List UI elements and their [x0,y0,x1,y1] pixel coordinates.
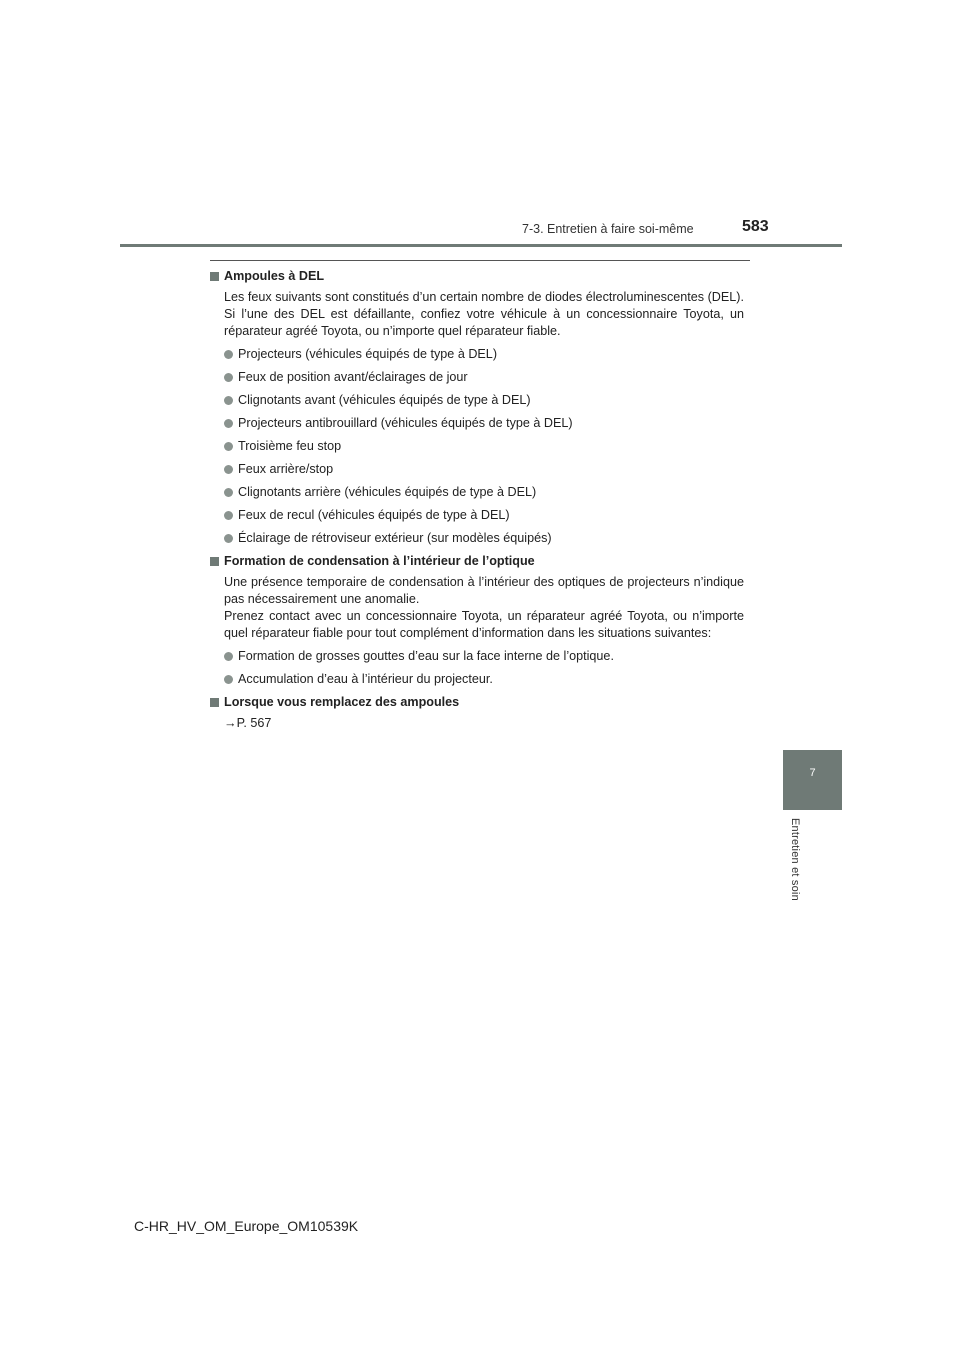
list-item: Éclairage de rétroviseur extérieur (sur modèles équipés) [224,530,744,547]
square-bullet-icon [210,272,219,281]
paragraph: Les feux suivants sont constitués d’un certain nombre de diodes électroluminescentes (DEL). Si l’une des DEL est défaillante, confiez votre véhicule à un concessionnaire Toyota, un réparateur agréé Toyota, ou n’importe quel réparateur fiable. [224,290,744,338]
list-item: Feux de position avant/éclairages de jour [224,369,744,386]
chapter-label: Entretien et soin [789,818,801,901]
section-heading: Ampoules à DEL [210,268,744,285]
list-item: Projecteurs (véhicules équipés de type à DEL) [224,346,744,363]
page-number: 583 [742,218,769,235]
list-item: Feux arrière/stop [224,461,744,478]
list-item: Accumulation d’eau à l’intérieur du projecteur. [224,671,744,688]
list-item: Clignotants arrière (véhicules équipés de type à DEL) [224,484,744,501]
round-bullet-icon [224,465,233,474]
paragraph: Prenez contact avec un concessionnaire Toyota, un réparateur agréé Toyota, ou n’importe quel réparateur fiable pour tout complément d’information dans les situations suivantes: [224,609,744,640]
page-reference-link[interactable]: →P. 567 [224,716,272,730]
square-bullet-icon [210,698,219,707]
round-bullet-icon [224,511,233,520]
header-section-title: 7-3. Entretien à faire soi-même [522,222,694,236]
chapter-tab: 7 [783,750,842,810]
round-bullet-icon [224,675,233,684]
list-item: Clignotants avant (véhicules équipés de type à DEL) [224,392,744,409]
list-item: Formation de grosses gouttes d’eau sur la face interne de l’optique. [224,648,744,665]
square-bullet-icon [210,557,219,566]
round-bullet-icon [224,442,233,451]
paragraph: Une présence temporaire de condensation à l’intérieur des optiques de projecteurs n’indique pas nécessairement une anomalie. [224,575,744,606]
section-heading: Formation de condensation à l’intérieur de l’optique [210,553,744,570]
list-item: Feux de recul (véhicules équipés de type à DEL) [224,507,744,524]
round-bullet-icon [224,488,233,497]
document-id: C-HR_HV_OM_Europe_OM10539K [134,1218,359,1234]
section-heading: Lorsque vous remplacez des ampoules [210,694,744,711]
list-item: Projecteurs antibrouillard (véhicules équipés de type à DEL) [224,415,744,432]
round-bullet-icon [224,652,233,661]
round-bullet-icon [224,534,233,543]
content-divider [210,260,750,261]
round-bullet-icon [224,419,233,428]
main-content [210,268,744,738]
header-divider [120,244,842,247]
round-bullet-icon [224,373,233,382]
list-item: Troisième feu stop [224,438,744,455]
round-bullet-icon [224,396,233,405]
round-bullet-icon [224,350,233,359]
